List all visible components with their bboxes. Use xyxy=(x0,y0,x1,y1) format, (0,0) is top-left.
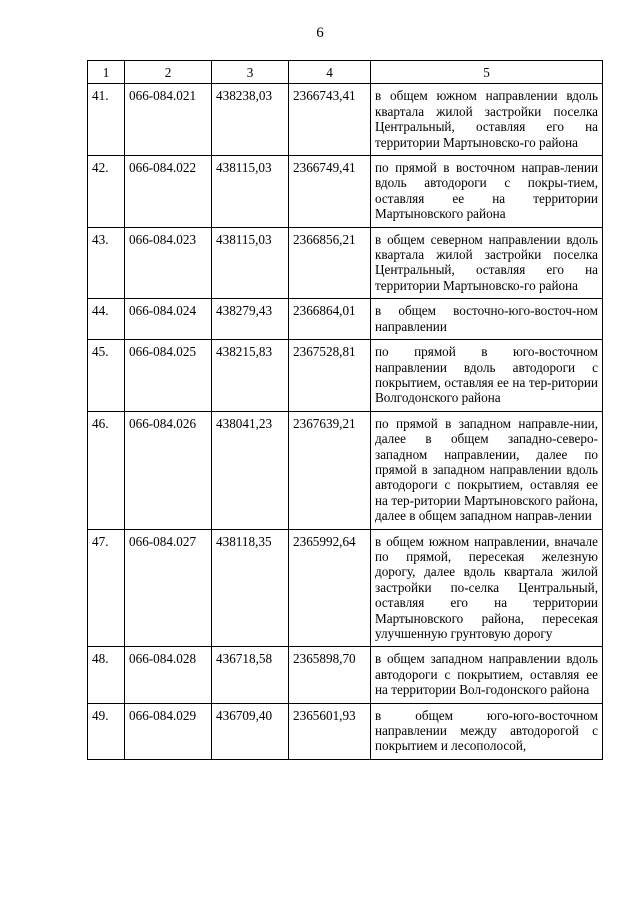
column-header-1: 1 xyxy=(88,61,125,84)
point-code: 066-084.026 xyxy=(125,411,212,529)
row-number: 45. xyxy=(88,340,125,412)
point-code: 066-084.021 xyxy=(125,84,212,156)
row-number: 41. xyxy=(88,84,125,156)
row-number: 47. xyxy=(88,529,125,647)
point-code: 066-084.028 xyxy=(125,647,212,703)
row-number: 49. xyxy=(88,703,125,759)
table-row xyxy=(88,156,603,228)
boundary-description: в общем западном направлении вдоль автодороги с покрытием, оставляя ее на территории Вол-годонского района xyxy=(371,647,603,703)
boundary-table xyxy=(87,60,603,760)
page-number: 6 xyxy=(316,25,324,41)
column-header-4: 4 xyxy=(289,61,371,84)
boundary-description: по прямой в юго-восточном направлении вдоль автодороги с покрытием, оставляя ее на тер-ритории Волгодонского района xyxy=(371,340,603,412)
table-header-row xyxy=(88,61,603,84)
x-coordinate: 436709,40 xyxy=(212,703,289,759)
table-row xyxy=(88,529,603,647)
point-code: 066-084.022 xyxy=(125,156,212,228)
boundary-description: в общем южном направлении вдоль квартала жилой застройки поселка Центральный, оставляя его на территории Мартыновско-го района xyxy=(371,84,603,156)
y-coordinate: 2366749,41 xyxy=(289,156,371,228)
row-number: 48. xyxy=(88,647,125,703)
table-row xyxy=(88,411,603,529)
boundary-description: в общем южном направлении, вначале по прямой, пересекая железную дорогу, далее вдоль квартала жилой застройки по-селка Центральный, оставляя его на территории Мартыновского района, пересекая улучшенную грунтовую дорогу xyxy=(371,529,603,647)
y-coordinate: 2367528,81 xyxy=(289,340,371,412)
table-row xyxy=(88,227,603,299)
column-header-3: 3 xyxy=(212,61,289,84)
y-coordinate: 2367639,21 xyxy=(289,411,371,529)
x-coordinate: 438279,43 xyxy=(212,299,289,340)
y-coordinate: 2365601,93 xyxy=(289,703,371,759)
boundary-description: в общем юго-юго-восточном направлении между автодорогой с покрытием и лесополосой, xyxy=(371,703,603,759)
x-coordinate: 438115,03 xyxy=(212,156,289,228)
x-coordinate: 438215,83 xyxy=(212,340,289,412)
table-row xyxy=(88,703,603,759)
row-number: 43. xyxy=(88,227,125,299)
x-coordinate: 438041,23 xyxy=(212,411,289,529)
x-coordinate: 436718,58 xyxy=(212,647,289,703)
y-coordinate: 2366864,01 xyxy=(289,299,371,340)
row-number: 44. xyxy=(88,299,125,340)
boundary-description: по прямой в восточном направ-лении вдоль автодороги с покры-тием, оставляя ее на территории Мартыновского района xyxy=(371,156,603,228)
x-coordinate: 438118,35 xyxy=(212,529,289,647)
point-code: 066-084.024 xyxy=(125,299,212,340)
boundary-description: в общем северном направлении вдоль квартала жилой застройки поселка Центральный, оставляя его на территории Мартыновско-го района xyxy=(371,227,603,299)
table-row xyxy=(88,84,603,156)
column-header-2: 2 xyxy=(125,61,212,84)
table-row xyxy=(88,647,603,703)
y-coordinate: 2365992,64 xyxy=(289,529,371,647)
x-coordinate: 438238,03 xyxy=(212,84,289,156)
boundary-description: по прямой в западном направле-нии, далее в общем западно-северо-западном направлении, далее по прямой в западном направлении вдоль автодороги с покрытием, оставляя ее на тер-ритории Мартыновского района, далее в общем западном направ-лении xyxy=(371,411,603,529)
point-code: 066-084.025 xyxy=(125,340,212,412)
point-code: 066-084.023 xyxy=(125,227,212,299)
table-row xyxy=(88,299,603,340)
point-code: 066-084.029 xyxy=(125,703,212,759)
y-coordinate: 2366856,21 xyxy=(289,227,371,299)
boundary-description: в общем восточно-юго-восточ-ном направлении xyxy=(371,299,603,340)
point-code: 066-084.027 xyxy=(125,529,212,647)
x-coordinate: 438115,03 xyxy=(212,227,289,299)
table-row xyxy=(88,340,603,412)
y-coordinate: 2366743,41 xyxy=(289,84,371,156)
row-number: 46. xyxy=(88,411,125,529)
column-header-5: 5 xyxy=(371,61,603,84)
row-number: 42. xyxy=(88,156,125,228)
y-coordinate: 2365898,70 xyxy=(289,647,371,703)
